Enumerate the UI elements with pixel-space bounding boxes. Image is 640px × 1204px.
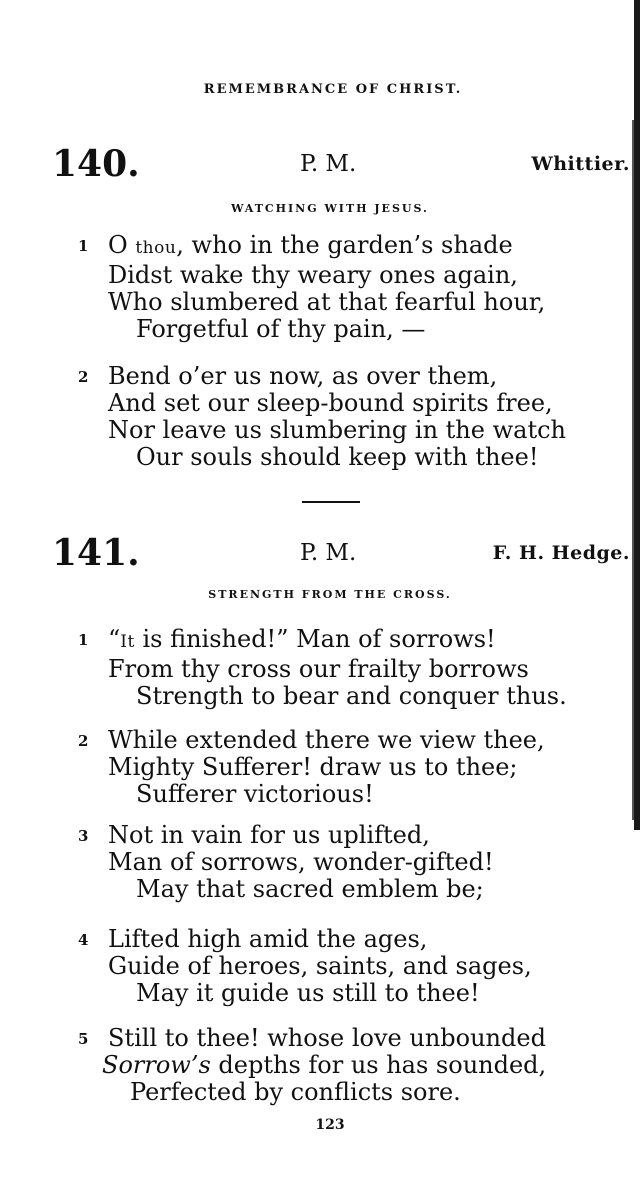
stanza-line: Perfected by conflicts sore. [130,1078,461,1106]
stanza-number: 5 [78,1030,89,1048]
line-text: Lifted high amid the ages, [108,925,428,953]
stanza-line: Strength to bear and conquer thus. [136,682,567,710]
stanza-line: And set our sleep-bound spirits free, [108,389,553,417]
page-edge-shadow [634,0,640,830]
line-text: “ [108,625,121,653]
running-head: REMEMBRANCE OF CHRIST. [203,82,463,97]
stanza [78,727,618,808]
stanza-line: May it guide us still to thee! [136,979,480,1007]
stanza [78,822,618,903]
stanza-line [78,727,618,754]
line-text: O [108,231,136,259]
stanza-line: From thy cross our frailty borrows [108,655,529,683]
stanza-line [78,626,618,656]
hymn-meter: P. M. [300,151,357,177]
stanza-line [78,363,618,390]
stanza-number: 1 [78,237,89,255]
page-edge-line [632,120,634,820]
stanza-line: Didst wake thy weary ones again, [108,261,518,289]
hymn-141-header [52,532,630,576]
stanza-number: 1 [78,631,89,649]
line-text: Still to thee! whose love unbounded [108,1024,546,1052]
section-divider [302,501,360,503]
hymn-number: 141. [52,532,140,574]
stanza [78,363,618,471]
stanza [78,1025,618,1106]
hymn-title: WATCHING WITH JESUS. [231,202,429,215]
line-text: depths for us has sounded, [210,1051,547,1079]
line-text: , who in the garden’s shade [176,231,513,259]
stanza-line: May that sacred emblem be; [136,875,484,903]
stanza-line [78,1052,618,1079]
stanza-line: Forgetful of thy pain, — [136,315,426,343]
stanza-line: Sufferer victorious! [136,780,374,808]
stanza-line: Mighty Sufferer! draw us to thee; [108,753,518,781]
stanza-line [78,926,618,953]
stanza-line: Man of sorrows, wonder-gifted! [108,848,494,876]
stanza-line: Who slumbered at that fearful hour, [108,288,546,316]
stanza [78,926,618,1007]
hymn-author: Whittier. [531,153,630,175]
hymn-140-header [52,143,630,187]
line-text: is finished!” Man of sorrows! [134,625,496,653]
page-number: 123 [315,1117,345,1133]
stanza-number: 2 [78,368,89,386]
stanza-number: 4 [78,931,89,949]
hymn-title: STRENGTH FROM THE CROSS. [208,588,452,601]
line-text: Bend o’er us now, as over them, [108,362,498,390]
line-text: Not in vain for us uplifted, [108,821,430,849]
hymn-number: 140. [52,143,140,185]
stanza-number: 2 [78,732,89,750]
stanza-line: Our souls should keep with thee! [136,443,539,471]
line-text: While extended there we view thee, [108,726,545,754]
stanza-line [78,1025,618,1052]
hymn-meter: P. M. [300,540,357,566]
small-caps-word: It [120,632,135,652]
italic-word: Sorrow’s [102,1051,211,1079]
stanza [78,626,618,710]
stanza-line: Nor leave us slumbering in the watch [108,416,566,444]
small-caps-word: thou [135,238,177,258]
stanza-line [78,232,618,262]
stanza-line [78,822,618,849]
stanza [78,232,618,343]
hymn-author: F. H. Hedge. [492,542,630,564]
stanza-number: 3 [78,827,89,845]
stanza-line: Guide of heroes, saints, and sages, [108,952,532,980]
